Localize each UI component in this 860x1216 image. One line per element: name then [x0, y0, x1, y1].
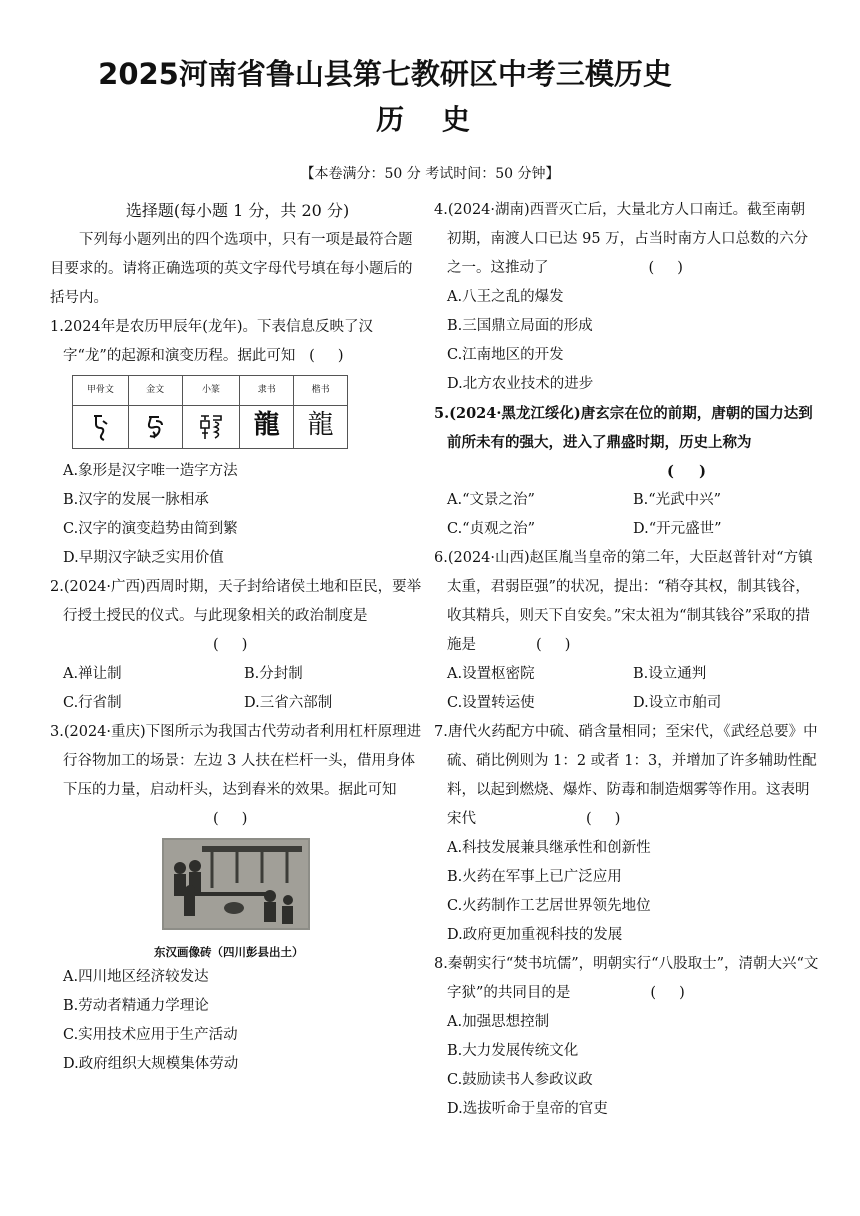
option: A.禅让制 [63, 666, 122, 682]
clerical-dragon-glyph: 龍 [240, 406, 294, 449]
option-row [63, 689, 425, 718]
option: C.实用技术应用于生产活动 [63, 1027, 238, 1043]
answer-paren: ( ) [648, 260, 683, 276]
dragon-evolution-table [72, 375, 348, 449]
exam-meta: 【本卷满分：50 分 考试时间：50 分钟】 [300, 166, 560, 182]
answer-paren: ( ) [536, 637, 571, 653]
option-row [63, 660, 425, 689]
option-row [447, 689, 819, 718]
option: A.“文景之治” [447, 492, 535, 508]
table-header: 甲骨文 [73, 376, 129, 406]
answer-paren: ( ) [667, 463, 706, 480]
question-3 [50, 718, 425, 1079]
option-row [447, 515, 819, 544]
option: C.设置转运使 [447, 695, 535, 711]
table-header: 隶书 [240, 376, 294, 406]
han-brick-relief-image [162, 838, 310, 930]
option: B.分封制 [244, 666, 303, 682]
question-6-stem [434, 544, 819, 660]
option: C.鼓励读书人参政议政 [447, 1072, 593, 1088]
option: D.政府组织大规模集体劳动 [63, 1056, 239, 1072]
option: A.加强思想控制 [447, 1014, 550, 1030]
table-header: 楷书 [294, 376, 348, 406]
table-header: 金文 [128, 376, 182, 406]
question-4 [434, 196, 819, 399]
exam-title: 2025河南省鲁山县第七教研区中考三模历史 [98, 57, 672, 91]
option: D.设立市舶司 [633, 695, 722, 711]
option: A.八王之乱的爆发 [447, 289, 564, 305]
answer-paren: ( ) [213, 811, 248, 827]
option: D.“开元盛世” [633, 521, 722, 537]
option: B.“光武中兴” [633, 492, 722, 508]
left-column [50, 196, 425, 1079]
option: A.科技发展兼具继承性和创新性 [447, 840, 651, 856]
question-3-stem [50, 718, 425, 834]
question-4-text: 4.(2024·湖南)西晋灭亡后，大量北方人口南迁。截至南朝初期，南渡人口已达 95 万，占当时南方人口总数的六分之一。这推动了 [434, 202, 809, 276]
question-7-stem [434, 718, 819, 834]
answer-paren: ( ) [650, 985, 685, 1001]
regular-dragon-glyph: 龍 [294, 406, 348, 449]
question-1 [50, 313, 425, 573]
option-row [447, 486, 819, 515]
option: B.设立通判 [633, 666, 707, 682]
question-2 [50, 573, 425, 718]
right-column [434, 196, 819, 1124]
option: D.早期汉字缺乏实用价值 [63, 550, 224, 566]
table-header: 小篆 [182, 376, 240, 406]
section-heading: 选择题(每小题 1 分，共 20 分) [125, 201, 350, 220]
question-2-stem [50, 573, 425, 660]
question-8-text: 8.秦朝实行“焚书坑儒”，明朝实行“八股取士”，清朝大兴“文字狱”的共同目的是 [434, 956, 819, 1001]
question-8-stem [434, 950, 819, 1008]
option: B.汉字的发展一脉相承 [63, 492, 209, 508]
question-6-text: 6.(2024·山西)赵匡胤当皇帝的第二年，大臣赵普针对“方镇太重，君弱臣强”的状况，提出：“稍夺其权，制其钱谷，收其精兵，则天下自安矣。”宋太祖为“制其钱谷”采取的措施是 [434, 550, 813, 653]
option: A.象形是汉字唯一造字方法 [63, 463, 238, 479]
question-1-stem [50, 313, 425, 371]
option: B.火药在军事上已广泛应用 [447, 869, 622, 885]
question-5-text: 5.(2024·黑龙江绥化)唐玄宗在位的前期，唐朝的国力达到前所未有的强大，进入了鼎盛时期，历史上称为 [434, 405, 813, 451]
option: D.三省六部制 [244, 695, 333, 711]
option: B.三国鼎立局面的形成 [447, 318, 593, 334]
option: A.设置枢密院 [447, 666, 535, 682]
question-3-text: 3.(2024·重庆)下图所示为我国古代劳动者利用杠杆原理进行谷物加工的场景：左边 3 人扶在栏杆一头，借用身体下压的力量，启动杆头，达到舂米的效果。据此可知 [50, 724, 422, 798]
section-instructions: 下列每小题列出的四个选项中，只有一项是最符合题目要求的。请将正确选项的英文字母代号填在每小题后的括号内。 [50, 232, 413, 306]
answer-paren: ( ) [586, 811, 621, 827]
question-5-stem [434, 399, 819, 486]
question-5 [434, 399, 819, 544]
option: C.火药制作工艺居世界领先地位 [447, 898, 651, 914]
oracle-bone-dragon-glyph [73, 406, 129, 449]
question-4-stem [434, 196, 819, 283]
answer-paren: ( ) [213, 637, 248, 653]
question-7 [434, 718, 819, 950]
option: D.北方农业技术的进步 [447, 376, 594, 392]
option: C.“贞观之治” [447, 521, 536, 537]
option: B.劳动者精通力学理论 [63, 998, 209, 1014]
option: C.江南地区的开发 [447, 347, 564, 363]
question-2-text: 2.(2024·广西)西周时期，天子封给诸侯土地和臣民，要举行授土授民的仪式。与此现象相关的政治制度是 [50, 579, 422, 624]
option: D.选拔听命于皇帝的官吏 [447, 1101, 608, 1117]
seal-script-dragon-glyph [182, 406, 240, 449]
question-8 [434, 950, 819, 1124]
subject-title: 历 史 [376, 103, 484, 136]
question-7-text: 7.唐代火药配方中硫、硝含量相同；至宋代，《武经总要》中硫、硝比例则为 1：2 或者 1：3，并增加了许多辅助性配料，以起到燃烧、爆炸、防毒和制造烟雾等作用。这表明宋代 [434, 724, 818, 827]
question-6 [434, 544, 819, 718]
option-row [447, 660, 819, 689]
bronze-dragon-glyph [128, 406, 182, 449]
option: A.四川地区经济较发达 [63, 969, 209, 985]
option: D.政府更加重视科技的发展 [447, 927, 623, 943]
answer-paren: ( ) [309, 348, 344, 364]
image-caption: 东汉画像砖（四川彭县出土） [154, 945, 304, 959]
option: C.汉字的演变趋势由简到繁 [63, 521, 238, 537]
question-1-text: 1.2024年是农历甲辰年(龙年)。下表信息反映了汉字“龙”的起源和演变历程。据此可知 [50, 319, 374, 364]
option: B.大力发展传统文化 [447, 1043, 579, 1059]
option: C.行省制 [63, 695, 122, 711]
